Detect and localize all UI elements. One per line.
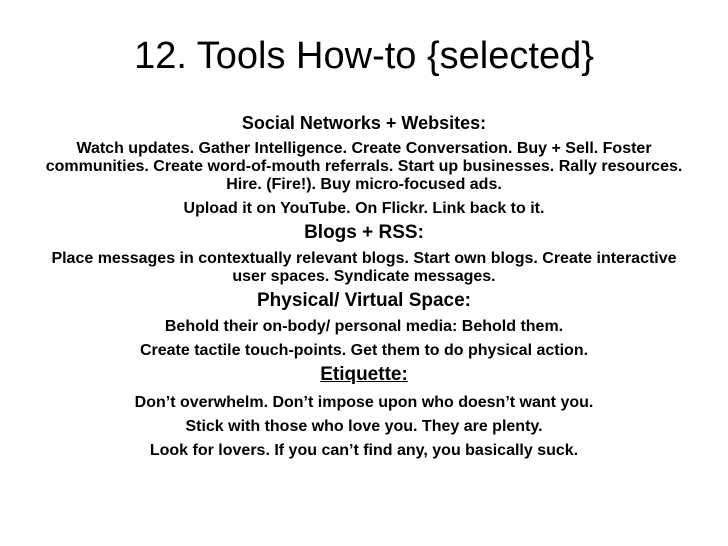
section-line: Stick with those who love you. They are plenty.	[185, 418, 543, 435]
section-heading: Blogs + RSS:	[304, 222, 424, 243]
section-paragraph: Place messages in contextually relevant blogs. Start own blogs. Create interactive user spaces. Syndicate messages.	[51, 250, 677, 285]
section-etiquette	[36, 362, 692, 460]
section-social-networks	[36, 110, 692, 218]
slide-title: 12. Tools How-to {selected}	[134, 35, 594, 77]
section-line: Look for lovers. If you can’t find any, you basically suck.	[149, 442, 579, 459]
section-blogs-rss	[36, 220, 692, 286]
section-heading: Physical/ Virtual Space:	[256, 290, 472, 311]
section-paragraph: Watch updates. Gather Intelligence. Create Conversation. Buy + Sell. Foster communities. Create word-of-mouth referrals. Start up businesses. Rally resources. Hire. (Fire!). Buy micro-focused ads.	[45, 140, 683, 193]
section-line: Don’t overwhelm. Don’t impose upon who doesn’t want you.	[134, 394, 594, 411]
section-line: Create tactile touch-points. Get them to do physical action.	[139, 342, 589, 359]
section-physical-virtual-space	[36, 288, 692, 360]
section-line: Behold their on-body/ personal media: Behold them.	[164, 318, 564, 335]
slide-content	[36, 108, 692, 462]
section-line: Upload it on YouTube. On Flickr. Link back to it.	[183, 200, 545, 217]
section-heading: Social Networks + Websites:	[241, 113, 487, 133]
section-heading: Etiquette:	[320, 364, 408, 385]
